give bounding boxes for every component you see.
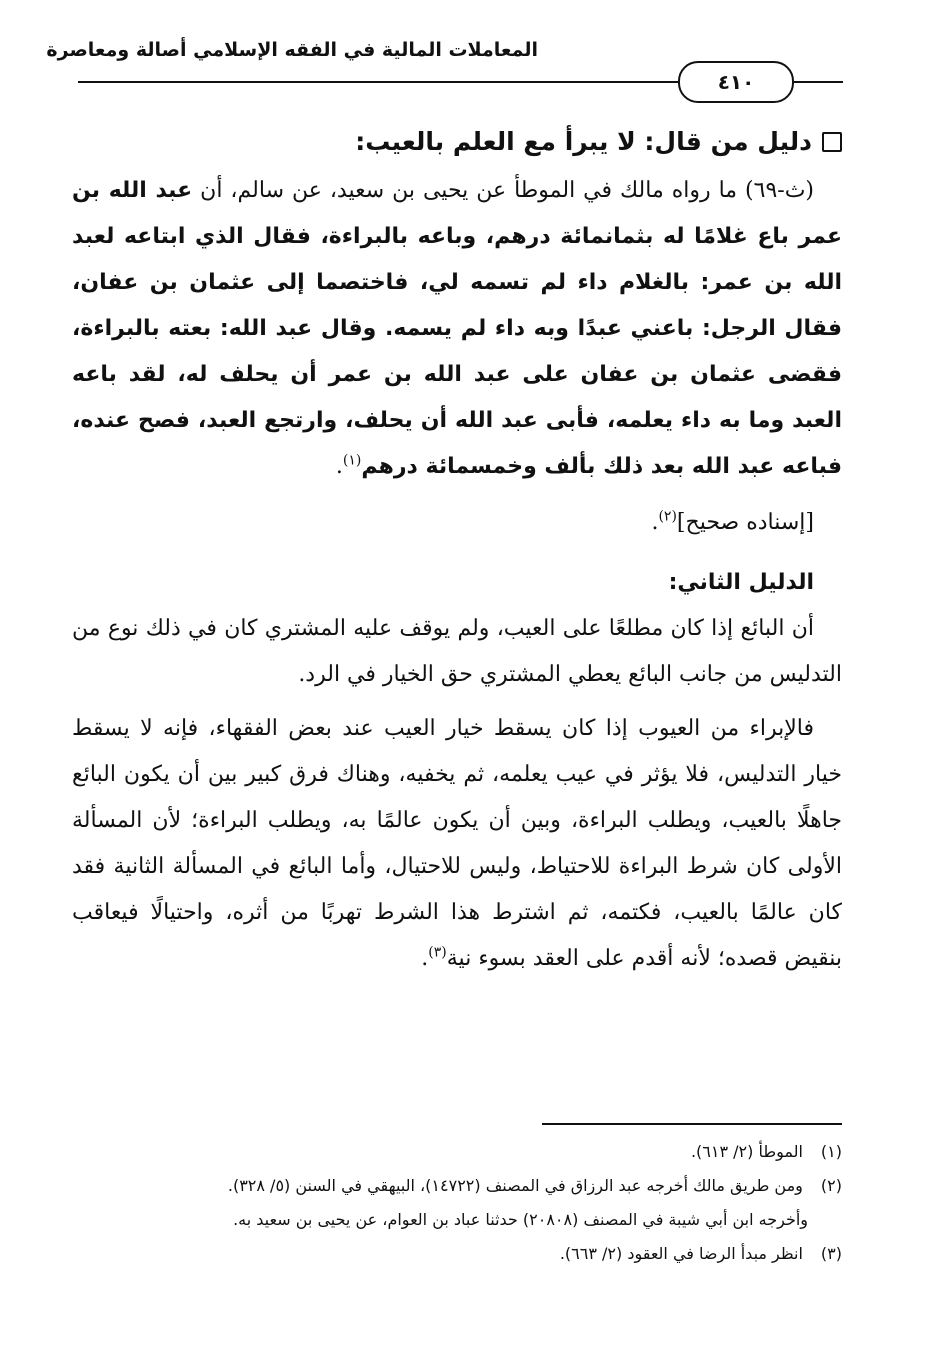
footnote-number: (٢) <box>820 1176 842 1195</box>
footnote-1 <box>72 1135 842 1169</box>
square-bullet-icon <box>822 132 842 152</box>
isnad-verdict-end: . <box>651 510 659 535</box>
footnote-separator <box>542 1123 842 1125</box>
hadith-paragraph: (ث-٦٩) ما رواه مالك في الموطأ عن يحيى بن سعيد، عن سالم، أن عبد الله بن عمر باع غلامًا له بثمانمائة درهم، وباعه بالبراءة، فقال الذي ابتاعه لعبد الله بن عمر: بالغلام داء لم تسمه لي، فاختصما إلى عثمان بن عفان، فقال الرجل: باعني عبدًا وبه داء لم يسمه. وقال عبد الله: بعته بالبراءة، فقضى عثمان بن عفان على عبد الله بن عمر أن يحلف له، لقد باعه العبد وما به داء يعلمه، فأبى عبد الله أن يحلف، وارتجع العبد، فصح عنده، فباعه عبد الله بعد ذلك بألف وخمسمائة درهم$^{(١)}$. <box>72 178 842 479</box>
footnotes <box>72 1135 842 1271</box>
main-content <box>72 120 842 982</box>
footnote-number: (١) <box>820 1142 842 1161</box>
section-heading-text: دليل من قال: لا يبرأ مع العلم بالعيب: <box>355 127 812 156</box>
footnote-2 <box>72 1169 842 1203</box>
footnote-text: ومن طريق مالك أخرجه عبد الرزاق في المصنف (١٤٧٢٢)، البيهقي في السنن (٥/ ٣٢٨). <box>227 1176 803 1195</box>
footnote-ref-2[interactable]: (٢) <box>658 508 677 525</box>
isnad-verdict <box>72 500 842 546</box>
paragraph-gap <box>72 698 842 706</box>
second-proof-paragraph-2 <box>72 706 842 982</box>
footnote-ref-3[interactable]: (٣) <box>428 944 447 961</box>
second-proof-paragraph-2-text: فالإبراء من العيوب إذا كان يسقط خيار العيب عند بعض الفقهاء، فإنه لا يسقط خيار التدليس، فلا يؤثر في عيب يعلمه، ثم يخفيه، وهناك فرق كبير بين أن يكون البائع جاهلًا بالعيب، ويطلب البراءة، وبين أن يكون عالمًا به، ويطلب البراءة؛ لأن المسألة الأولى كان شرط البراءة للاحتياط، وليس للاحتيال، وأما البائع في المسألة الثانية فقد كان عالمًا بالعيب، فكتمه، ثم اشترط هذا الشرط تهربًا من أثره، واحتيالًا فيعاقب بنقيض قصده؛ لأنه أقدم على العقد بسوء نية <box>72 716 842 971</box>
section-heading <box>72 120 842 164</box>
second-proof-heading: الدليل الثاني: <box>668 570 814 595</box>
footnote-2-continuation: وأخرجه ابن أبي شيبة في المصنف (٢٠٨٠٨) حدثنا عباد بن العوام، عن يحيى بن سعيد به. <box>233 1210 808 1229</box>
hadith-intro: (ث-٦٩) ما رواه مالك في الموطأ عن يحيى بن سعيد، عن سالم، أن <box>200 178 814 203</box>
page-number: ٤١٠ <box>678 61 794 103</box>
isnad-verdict-text: [إسناده صحيح] <box>676 510 814 535</box>
footnote-ref-1[interactable]: (١) <box>342 452 362 469</box>
footnote-3 <box>72 1237 842 1271</box>
running-header-title: المعاملات المالية في الفقه الإسلامي أصالة ومعاصرة <box>46 39 538 61</box>
footnote-text: انظر مبدأ الرضا في العقود (٢/ ٦٦٣). <box>559 1244 803 1263</box>
second-proof-paragraph-1: أن البائع إذا كان مطلعًا على العيب، ولم يوقف عليه المشتري كان في ذلك نوع من التدليس من جانب البائع يعطي المشتري حق الخيار في الرد. <box>72 616 842 687</box>
hadith-body: عبد الله بن عمر باع غلامًا له بثمانمائة درهم، وباعه بالبراءة، فقال الذي ابتاعه لعبد الله بن عمر: بالغلام داء لم تسمه لي، فاختصما إلى عثمان بن عفان، فقال الرجل: باعني عبدًا وبه داء لم يسمه. وقال عبد الله: بعته بالبراءة، فقضى عثمان بن عفان على عبد الله بن عمر أن يحلف له، لقد باعه العبد وما به داء يعلمه، فأبى عبد الله أن يحلف، وارتجع العبد، فصح عنده، فباعه عبد الله بعد ذلك بألف وخمسمائة درهم <box>72 178 842 479</box>
footnote-text: الموطأ (٢/ ٦١٣). <box>690 1142 803 1161</box>
footnote-number: (٣) <box>820 1244 842 1263</box>
second-proof-paragraph-2-end: . <box>421 946 429 971</box>
